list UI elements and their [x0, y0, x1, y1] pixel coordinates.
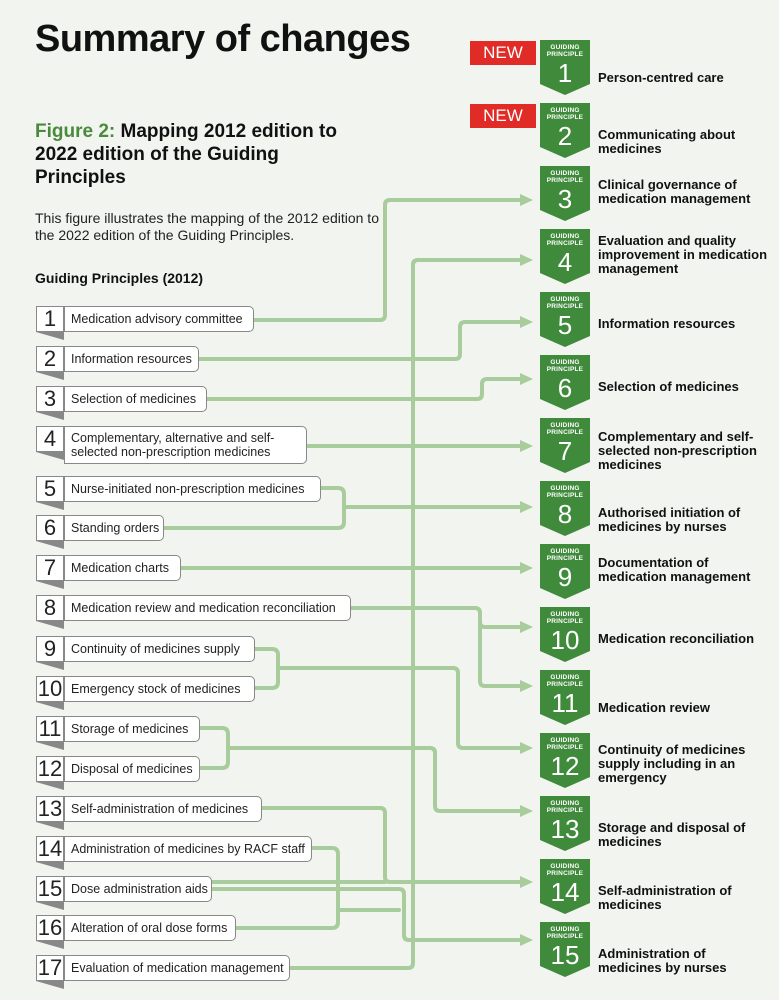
guiding-principle-name: Complementary and self-selected non-prescription medicines	[598, 429, 757, 472]
arrowhead-4	[520, 254, 533, 266]
link-1112-to-13	[228, 748, 520, 811]
guiding-principle-name: Medication review	[598, 700, 710, 715]
figure-title-text: Mapping 2012 edition to 2022 edition of the Guiding Principles	[35, 121, 337, 188]
guiding-principle-tab	[540, 229, 590, 284]
page-title: Summary of changes	[35, 18, 411, 60]
link-15-to-15	[212, 889, 520, 940]
guiding-principle-name: Authorised initiation of medicines by nurses	[598, 505, 741, 534]
tab-body	[540, 229, 590, 277]
guiding-principle-tab	[540, 670, 590, 725]
tab-number: 3	[557, 184, 573, 214]
guiding-principle-name: Medication reconciliation	[598, 631, 755, 646]
old-principle-number: 13	[37, 796, 63, 821]
old-principles-heading: Guiding Principles (2012)	[35, 270, 204, 286]
arrowhead-11	[520, 680, 533, 692]
arrowhead-15	[520, 934, 533, 946]
new-badge: NEW	[470, 41, 536, 65]
guiding-principle-tab	[540, 796, 590, 851]
tab-number: 10	[550, 625, 580, 655]
old-principle-number: 5	[36, 476, 64, 502]
link-9-to-12	[255, 649, 278, 688]
guiding-principle-tab	[540, 859, 590, 914]
new-badge: NEW	[470, 104, 536, 128]
guiding-principle-name: Self-administration of medicines	[598, 883, 732, 912]
tab-body	[540, 40, 590, 88]
tab-number: 12	[550, 751, 580, 781]
guiding-principle-name: Administration of medicines by nurses	[598, 946, 727, 975]
old-principle-label: Medication review and medication reconciliation	[64, 595, 351, 621]
old-principle-label: Disposal of medicines	[64, 756, 200, 782]
old-principle-number: 9	[36, 636, 64, 662]
guiding-principle-name: Information resources	[598, 316, 736, 331]
old-principle-number: 11	[36, 716, 64, 742]
tab-caption: GUIDING PRINCIPLE	[546, 233, 584, 247]
guiding-principle-tab	[540, 292, 590, 347]
guiding-principle-tab	[540, 355, 590, 410]
old-principle-number: 2	[36, 346, 64, 372]
arrowhead-7	[520, 440, 533, 452]
tab-caption: GUIDING PRINCIPLE	[546, 800, 584, 814]
arrowhead-13	[520, 805, 533, 817]
tab-caption: GUIDING PRINCIPLE	[546, 422, 584, 436]
old-principle-label: Selection of medicines	[64, 386, 207, 412]
tab-body	[540, 859, 590, 907]
tab-body	[540, 355, 590, 403]
old-principle-number: 8	[36, 595, 64, 621]
old-principle-number: 7	[36, 555, 64, 581]
guiding-principle-tab	[540, 607, 590, 662]
tab-caption: GUIDING PRINCIPLE	[546, 548, 584, 562]
old-principle-label: Storage of medicines	[64, 716, 200, 742]
old-principle-number: 16	[37, 915, 63, 940]
guiding-principle-tab	[540, 166, 590, 221]
guiding-principle-tab	[540, 103, 590, 158]
tab-body	[540, 733, 590, 781]
guiding-principle-tab	[540, 544, 590, 599]
tab-number: 7	[557, 436, 573, 466]
tab-caption: GUIDING PRINCIPLE	[546, 737, 584, 751]
tab-caption: GUIDING PRINCIPLE	[546, 359, 584, 373]
old-principle-label: Medication charts	[64, 555, 181, 581]
tab-body	[540, 922, 590, 970]
old-principle-number: 10	[37, 676, 63, 701]
old-principle-number: 12	[37, 756, 63, 781]
guiding-principle-tab	[540, 418, 590, 473]
tab-number: 8	[557, 499, 573, 529]
arrowhead-8	[520, 501, 533, 513]
guiding-principle-name: Evaluation and quality improvement in medication management	[598, 233, 768, 276]
old-principle-label: Alteration of oral dose forms	[64, 915, 236, 941]
old-principle-label: Standing orders	[64, 515, 164, 541]
tab-caption: GUIDING PRINCIPLE	[546, 296, 584, 310]
tab-body	[540, 670, 590, 718]
old-principle-number: 6	[36, 515, 64, 541]
tab-body	[540, 481, 590, 529]
tab-number: 4	[557, 247, 573, 277]
link-11-to-13	[200, 728, 228, 768]
tab-caption: GUIDING PRINCIPLE	[546, 44, 584, 58]
guiding-principle-tab	[540, 922, 590, 977]
old-principle-label: Nurse-initiated non-prescription medicines	[64, 476, 321, 502]
old-principle-number: 17	[37, 955, 63, 980]
tab-caption: GUIDING PRINCIPLE	[546, 485, 584, 499]
tab-number: 2	[557, 121, 573, 151]
tab-caption: GUIDING PRINCIPLE	[546, 611, 584, 625]
old-principle-number: 14	[37, 836, 63, 861]
old-principle-label: Self-administration of medicines	[64, 796, 262, 822]
old-principle-number: 1	[36, 306, 64, 332]
tab-body	[540, 103, 590, 151]
guiding-principle-name: Selection of medicines	[598, 379, 739, 394]
tab-body	[540, 607, 590, 655]
tab-caption: GUIDING PRINCIPLE	[546, 863, 584, 877]
guiding-principle-name: Documentation of medication management	[598, 555, 751, 584]
tab-body	[540, 418, 590, 466]
tab-body	[540, 796, 590, 844]
old-principle-label: Administration of medicines by RACF staff	[64, 836, 312, 862]
link-8-to-11	[480, 622, 520, 686]
old-principle-label: Information resources	[64, 346, 199, 372]
old-principle-number: 3	[36, 386, 64, 412]
figure-label: Figure 2:	[35, 121, 116, 142]
old-principle-label: Complementary, alternative and self-selected non-prescription medicines	[64, 426, 307, 464]
guiding-principle-tab	[540, 481, 590, 536]
tab-number: 14	[550, 877, 580, 907]
old-principle-number: 15	[37, 876, 63, 901]
tab-caption: GUIDING PRINCIPLE	[546, 107, 584, 121]
arrowhead-10	[520, 621, 533, 633]
link-8-to-10	[350, 608, 520, 627]
guiding-principle-name: Clinical governance of medication management	[598, 177, 751, 206]
tab-body	[540, 292, 590, 340]
old-principle-label: Dose administration aids	[64, 876, 212, 902]
tab-caption: GUIDING PRINCIPLE	[546, 170, 584, 184]
tab-number: 6	[557, 373, 573, 403]
arrowhead-3	[520, 194, 533, 206]
arrowhead-5	[520, 316, 533, 328]
tab-caption: GUIDING PRINCIPLE	[546, 926, 584, 940]
guiding-principle-tab	[540, 40, 590, 95]
old-principle-label: Medication advisory committee	[64, 306, 254, 332]
link-3-to-6	[206, 379, 520, 399]
tab-body	[540, 166, 590, 214]
tab-number: 9	[557, 562, 573, 592]
guiding-principle-name: Person-centred care	[598, 70, 724, 85]
old-principle-label: Evaluation of medication management	[64, 955, 290, 981]
old-principle-label: Emergency stock of medicines	[64, 676, 255, 702]
guiding-principle-name: Storage and disposal of medicines	[598, 820, 746, 849]
tab-number: 11	[551, 688, 579, 718]
tab-number: 1	[557, 58, 573, 88]
tab-body	[540, 544, 590, 592]
arrowhead-9	[520, 562, 533, 574]
old-principle-number: 4	[36, 426, 64, 452]
figure-description: This figure illustrates the mapping of the 2012 edition to the 2022 edition of the Guiding Principles.	[35, 210, 379, 243]
arrowhead-6	[520, 373, 533, 385]
arrowhead-14	[520, 876, 533, 888]
old-principle-label: Continuity of medicines supply	[64, 636, 255, 662]
link-910-to-12	[278, 668, 520, 748]
tab-number: 15	[550, 940, 580, 970]
arrowhead-12	[520, 742, 533, 754]
guiding-principle-name: Continuity of medicines supply including in an emergency	[598, 742, 746, 785]
tab-number: 13	[550, 814, 580, 844]
guiding-principle-tab	[540, 733, 590, 788]
tab-number: 5	[557, 310, 573, 340]
guiding-principle-name: Communicating about medicines	[598, 127, 736, 156]
tab-caption: GUIDING PRINCIPLE	[546, 674, 584, 688]
